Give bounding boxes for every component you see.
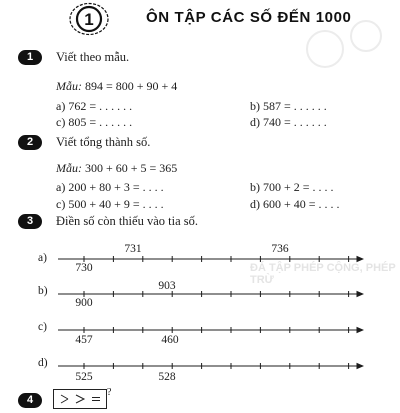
number-line-a-value: 731	[124, 243, 142, 255]
lesson-number: 1	[84, 10, 94, 29]
exercise-2-item-d: d) 600 + 40 = . . . .	[250, 197, 340, 211]
number-line-c-label: c)	[38, 321, 47, 333]
number-line-b-value: 903	[158, 280, 176, 292]
number-line-a-value: 730	[75, 262, 93, 274]
exercise-1-item-d: d) 740 = . . . . . .	[250, 115, 327, 129]
show-through-text: ĐÁ TẬP PHÉP CỘNG, PHÉP TRỪ	[250, 262, 396, 286]
exercise-1-item-b: b) 587 = . . . . . .	[250, 99, 327, 113]
exercise-3-instruction: Điền số còn thiếu vào tia số.	[56, 214, 198, 228]
number-line-b-label: b)	[38, 285, 48, 297]
exercise-2-badge: 2	[18, 135, 42, 150]
comparison-sign-icon	[54, 390, 106, 408]
sample-equation: 894 = 800 + 90 + 4	[85, 79, 178, 93]
exercise-2-item-b: b) 700 + 2 = . . . .	[250, 180, 334, 194]
number-line-c-value: 457	[75, 334, 93, 346]
lesson-title: ÔN TẬP CÁC SỐ ĐẾN 1000	[146, 9, 352, 26]
exercise-4-badge: 4	[18, 393, 42, 408]
exercise-2-item-a: a) 200 + 80 + 3 = . . . .	[56, 180, 164, 194]
number-line-c-value: 460	[161, 334, 179, 346]
exercise-1-item-a: a) 762 = . . . . . .	[56, 99, 133, 113]
exercise-3-badge: 3	[18, 214, 42, 229]
exercise-2-item-c: c) 500 + 40 + 9 = . . . .	[56, 197, 164, 211]
exercise-2-instruction: Viết tổng thành số.	[56, 135, 151, 149]
number-line-d-value: 525	[75, 371, 93, 383]
exercise-4-box	[53, 389, 107, 409]
number-line-d-label: d)	[38, 357, 48, 369]
sample-label: Mẫu:	[56, 161, 82, 175]
exercise-1-instruction: Viết theo mẫu.	[56, 50, 130, 64]
number-line-a-label: a)	[38, 252, 47, 264]
exercise-1-item-c: c) 805 = . . . . . .	[56, 115, 133, 129]
exercise-1-badge: 1	[18, 50, 42, 65]
number-line-a-value: 736	[271, 243, 289, 255]
number-line-b-value: 900	[75, 297, 93, 309]
number-line-d-value: 528	[158, 371, 176, 383]
sample-label: Mẫu:	[56, 79, 82, 93]
sample-equation: 300 + 60 + 5 = 365	[85, 161, 178, 175]
exercise-4-partial-text: ?	[107, 387, 112, 398]
